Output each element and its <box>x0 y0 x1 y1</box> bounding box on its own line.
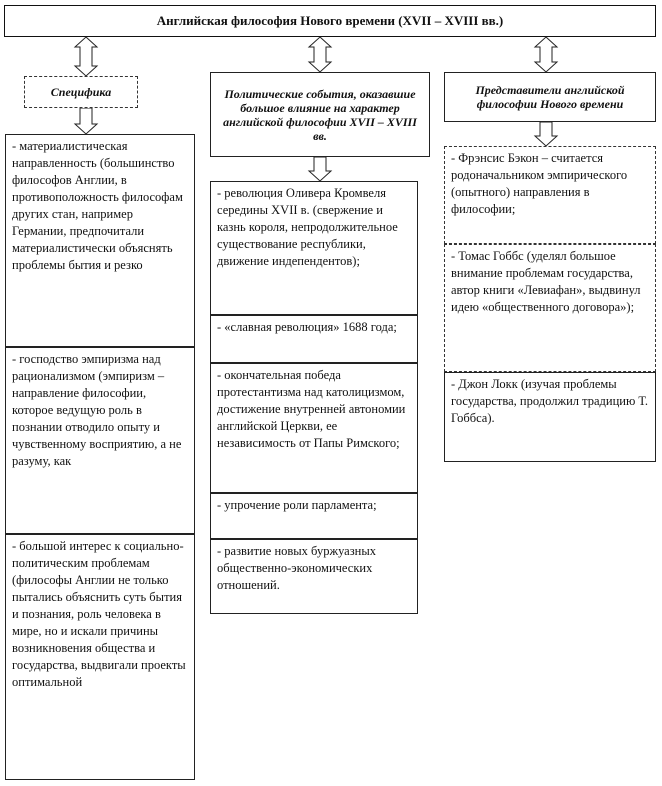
event-item-bourgeois-relations: - развитие новых буржуазных общественно-экономических отношений. <box>210 539 418 614</box>
specifics-item-social-political: - большой интерес к социально-политическим проблемам (философы Англии не только пытались объяснить суть бытия и познания, роль человека в мире, но и искали причины возникновения общества и государства, выдвигали проекты оптимальной <box>5 534 195 780</box>
event-item-glorious-revolution: - «славная революция» 1688 года; <box>210 315 418 363</box>
representative-item-locke: - Джон Локк (изучая проблемы государства, продолжил традицию Т. Гоббса). <box>444 372 656 462</box>
representative-item-hobbes: - Томас Гоббс (уделял большое внимание проблемам государства, автор книги «Левиафан», выдвинул идею «общественного договора»); <box>444 244 656 372</box>
header-political-events: Политические события, оказавшие большое влияние на характер английской философии XVII – XVIII вв. <box>210 72 430 157</box>
specifics-item-materialism: - материалистическая направленность (большинство философов Англии, в противоположность философам других стан, например Германии, предпочитали материалистически объяснять проблемы бытия и резко <box>5 134 195 347</box>
event-item-protestantism-victory: - окончательная победа протестантизма над католицизмом, достижение внутренней автономии английской Церкви, ее независимость от Папы Римского; <box>210 363 418 493</box>
diagram-title: Английская философия Нового времени (XVII – XVIII вв.) <box>4 5 656 37</box>
representative-item-bacon: - Фрэнсис Бэкон – считается родоначальником эмпирического (опытного) направления в философии; <box>444 146 656 244</box>
header-representatives: Представители английской философии Нового времени <box>444 72 656 122</box>
event-item-cromwell-revolution: - революция Оливера Кромвеля середины XVII в. (свержение и казнь короля, непродолжительное существование республики, движение индепендентов); <box>210 181 418 315</box>
event-item-parliament-role: - упрочение роли парламента; <box>210 493 418 539</box>
header-specifics: Специфика <box>24 76 138 108</box>
specifics-item-empiricism: - господство эмпиризма над рационализмом (эмпиризм – направление философии, которое ведущую роль в познании отводило опыту и чувственному восприятию, а не разуму, как <box>5 347 195 534</box>
